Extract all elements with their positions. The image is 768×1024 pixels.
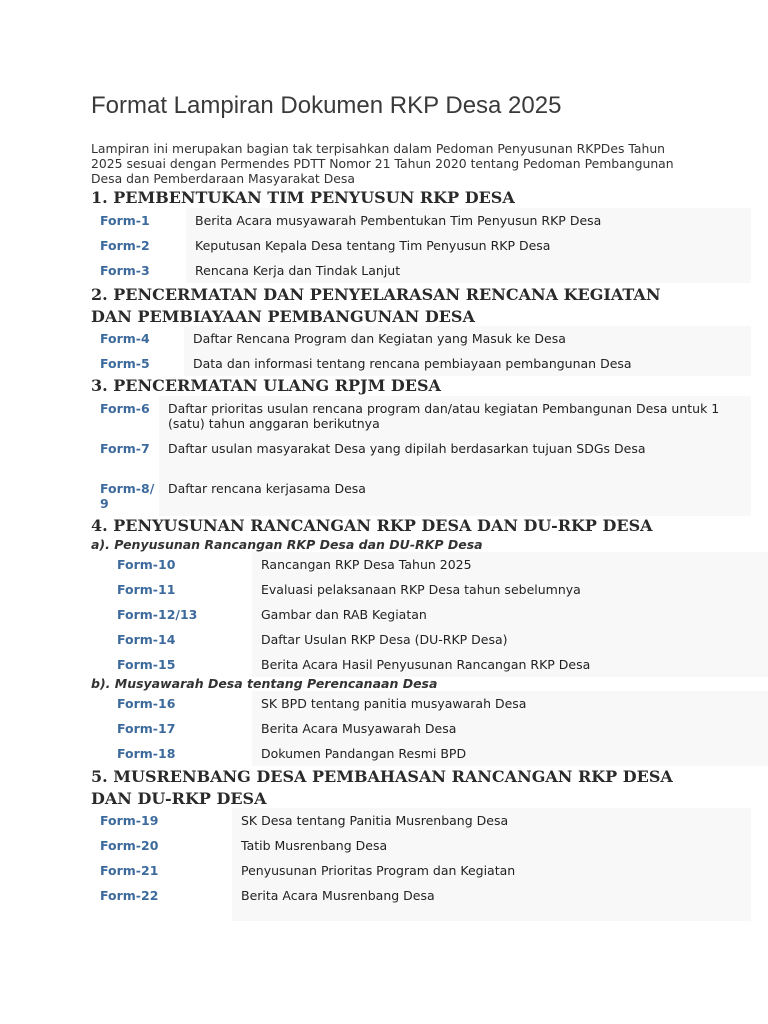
table-row [91,436,751,476]
form-code-link[interactable]: Form-4 [100,331,150,346]
form-code-link[interactable]: Form-14 [117,632,176,647]
table-row [108,691,768,716]
form-description: SK Desa tentang Panitia Musrenbang Desa [232,808,751,833]
table-row [108,716,768,741]
form-code-link[interactable]: Form-10 [117,557,176,572]
form-description: Daftar Usulan RKP Desa (DU-RKP Desa) [252,627,768,652]
form-code-link[interactable]: Form-11 [117,582,176,597]
section-1-heading: 1. PEMBENTUKAN TIM PENYUSUN RKP DESA [91,188,515,207]
table-row [91,351,751,376]
form-code-link[interactable]: Form-7 [100,441,150,456]
form-code-link[interactable]: Form-21 [100,863,159,878]
form-description: Penyusunan Prioritas Program dan Kegiatan [232,858,751,883]
table-row [91,858,751,883]
intro-paragraph: Lampiran ini merupakan bagian tak terpisahkan dalam Pedoman Penyusunan RKPDes Tahun 2025 sesuai dengan Permendes PDTT Nomor 21 Tahun 2020 tentang Pedoman Pembangunan Desa dan Pemberdaraan Masyarakat Desa [91,141,674,186]
table-row [108,627,768,652]
form-code-link[interactable]: Form-22 [100,888,159,903]
table-row [108,602,768,627]
form-code-link[interactable]: Form-5 [100,356,150,371]
form-description: SK BPD tentang panitia musyawarah Desa [252,691,768,716]
table-row [91,833,751,858]
form-description: Daftar Rencana Program dan Kegiatan yang Masuk ke Desa [184,326,751,351]
table-row [91,808,751,833]
form-code-link[interactable]: Form-2 [100,238,150,253]
form-description: Keputusan Kepala Desa tentang Tim Penyusun RKP Desa [186,233,751,258]
form-code-link[interactable]: Form-18 [117,746,176,761]
form-code-link[interactable]: Form-20 [100,838,159,853]
form-code-link[interactable]: Form-19 [100,813,159,828]
table-row [108,741,768,766]
form-description: Dokumen Pandangan Resmi BPD [252,741,768,766]
form-code-link[interactable]: Form-15 [117,657,176,672]
table-row [91,208,751,233]
table-row [91,476,751,516]
table-row [91,233,751,258]
table-row [91,396,751,436]
table-row [91,326,751,351]
table-row [91,883,751,921]
form-code-link[interactable]: Form-12/13 [117,607,198,622]
section-5-heading: 5. MUSRENBANG DESA PEMBAHASAN RANCANGAN RKP DESA DAN DU-RKP DESA [91,767,673,808]
form-description: Berita Acara Hasil Penyusunan Rancangan RKP Desa [252,652,768,677]
form-code-link[interactable]: Form-3 [100,263,150,278]
form-code-link[interactable]: Form-8/9 [100,481,155,511]
table-row [108,652,768,677]
form-code-link[interactable]: Form-16 [117,696,176,711]
form-code-link[interactable]: Form-17 [117,721,176,736]
table-row [108,577,768,602]
form-code-link[interactable]: Form-6 [100,401,150,416]
form-description: Gambar dan RAB Kegiatan [252,602,768,627]
form-description: Rancangan RKP Desa Tahun 2025 [252,552,768,577]
section-2-heading: 2. PENCERMATAN DAN PENYELARASAN RENCANA KEGIATAN DAN PEMBIAYAAN PEMBANGUNAN DESA [91,285,661,326]
form-description: Daftar usulan masyarakat Desa yang dipilah berdasarkan tujuan SDGs Desa [159,436,751,476]
form-description: Rencana Kerja dan Tindak Lanjut [186,258,751,283]
page-title: Format Lampiran Dokumen RKP Desa 2025 [91,92,562,119]
form-description: Berita Acara musyawarah Pembentukan Tim Penyusun RKP Desa [186,208,751,233]
form-description: Tatib Musrenbang Desa [232,833,751,858]
form-description: Daftar prioritas usulan rencana program dan/atau kegiatan Pembangunan Desa untuk 1 (satu) tahun anggaran berikutnya [159,396,751,436]
subsection-4a-heading: a). Penyusunan Rancangan RKP Desa dan DU-RKP Desa [91,537,483,552]
form-description: Berita Acara Musyawarah Desa [252,716,768,741]
form-description: Berita Acara Musrenbang Desa [232,883,751,921]
form-code-link[interactable]: Form-1 [100,213,150,228]
subsection-4b-heading: b). Musyawarah Desa tentang Perencanaan Desa [91,676,438,691]
form-description: Daftar rencana kerjasama Desa [159,476,751,516]
form-description: Data dan informasi tentang rencana pembiayaan pembangunan Desa [184,351,751,376]
table-row [108,552,768,577]
table-row [91,258,751,283]
section-4-heading: 4. PENYUSUNAN RANCANGAN RKP DESA DAN DU-RKP DESA [91,516,653,535]
section-3-heading: 3. PENCERMATAN ULANG RPJM DESA [91,376,441,395]
form-description: Evaluasi pelaksanaan RKP Desa tahun sebelumnya [252,577,768,602]
